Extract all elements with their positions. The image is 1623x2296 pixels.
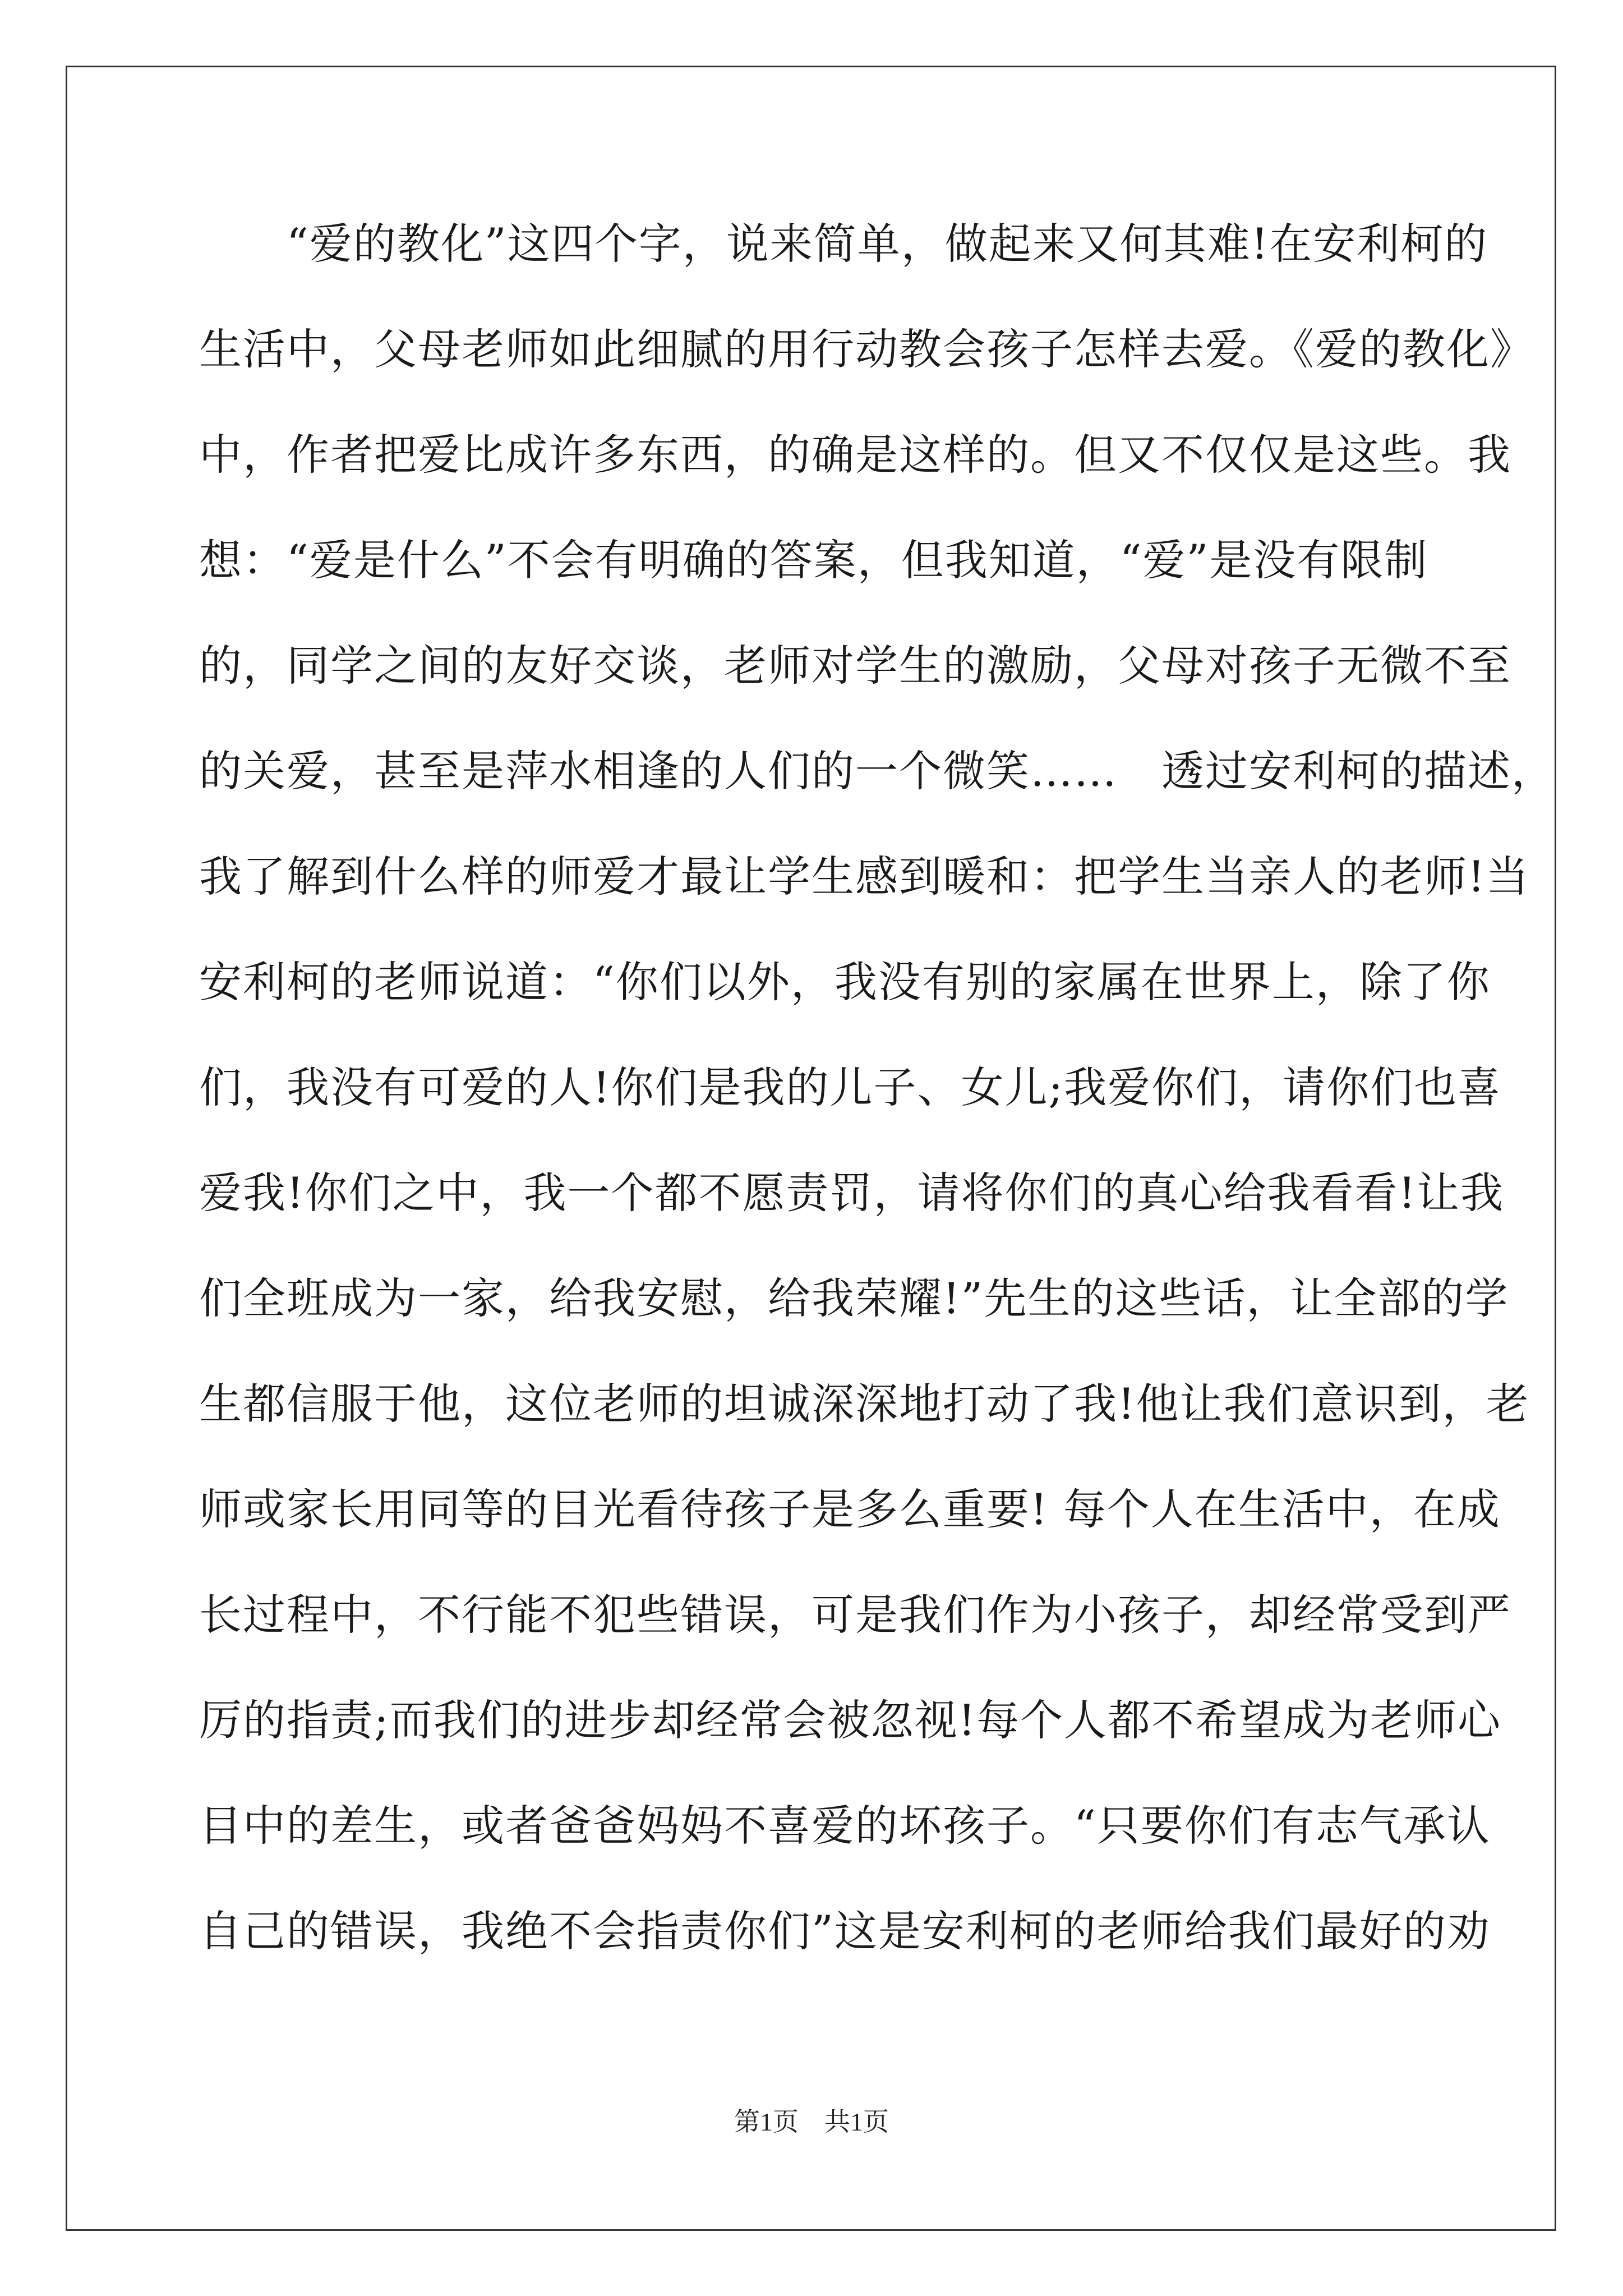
text-line: 们全班成为一家，给我安慰，给我荣耀!”先生的这些话，让全部的学: [199, 1273, 1509, 1323]
text-line: 目中的差生，或者爸爸妈妈不喜爱的坏孩子。“只要你们有志气承认: [199, 1801, 1491, 1851]
text-line: 我了解到什么样的师爱才最让学生感到暖和：把学生当亲人的老师!当: [199, 852, 1530, 901]
text-line: 的，同学之间的友好交谈，老师对学生的激励，父母对孩子无微不至: [199, 641, 1511, 691]
page-number: 第1页 共1页: [734, 2108, 889, 2136]
text-line: 想：“爱是什么”不会有明确的答案，但我知道，“爱”是没有限制: [199, 535, 1428, 585]
text-line: 安利柯的老师说道：“你们以外，我没有别的家属在世界上，除了你: [199, 957, 1491, 1007]
text-line: 长过程中，不行能不犯些错误，可是我们作为小孩子，却经常受到严: [199, 1590, 1511, 1640]
page-footer: [0, 2105, 1623, 2139]
text-line: 生都信服于他，这位老师的坦诚深深地打动了我!他让我们意识到，老: [199, 1379, 1530, 1429]
text-line: “爱的教化”这四个字，说来简单，做起来又何其难!在安利柯的: [199, 219, 1488, 269]
text-line: 厉的指责;而我们的进步却经常会被忽视!每个人都不希望成为老师心: [199, 1695, 1502, 1745]
text-line: 们，我没有可爱的人!你们是我的儿子、女儿;我爱你们，请你们也喜: [199, 1062, 1502, 1112]
text-line: 师或家长用同等的目光看待孩子是多么重要! 每个人在生活中，在成: [199, 1484, 1501, 1534]
text-line: 自己的错误，我绝不会指责你们”这是安利柯的老师给我们最好的劝: [199, 1906, 1491, 1956]
text-line: 生活中，父母老师如此细腻的用行动教会孩子怎样去爱。《爱的教化》: [199, 324, 1534, 374]
text-line: 爱我!你们之中，我一个都不愿责罚，请将你们的真心给我看看!让我: [199, 1168, 1505, 1218]
text-line: 的关爱，甚至是萍水相逢的人们的一个微笑…… 透过安利柯的描述，: [199, 746, 1555, 796]
text-line: 中，作者把爱比成许多东西，的确是这样的。但又不仅仅是这些。我: [199, 430, 1511, 480]
